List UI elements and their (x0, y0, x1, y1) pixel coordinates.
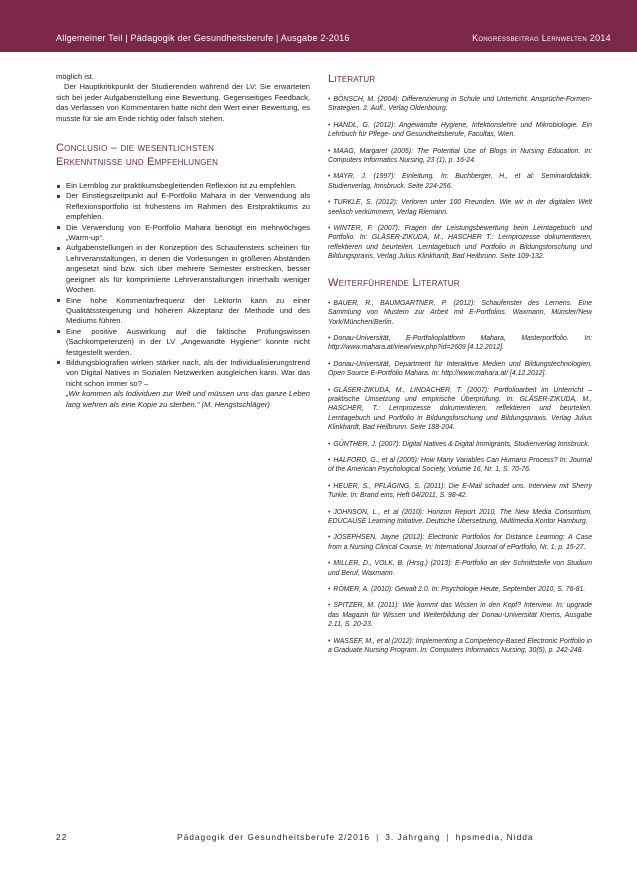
reference-item (328, 334, 592, 353)
bullet-icon: • (328, 482, 331, 490)
reference-text: TURKLE, S. (2012): Verloren unter 100 Freunden. Wie wir in der digitalen Welt seelisch verkümmern, Verlag Riemann. (328, 199, 592, 216)
bullet-icon: • (328, 121, 331, 129)
reference-item (328, 386, 592, 433)
reference-item (328, 637, 592, 656)
conclusio-list (56, 181, 310, 389)
bullet-icon: • (328, 334, 331, 342)
bullet-icon: • (328, 147, 331, 155)
reference-text: Donau-Universität, E-Portfolioplattform Mahara, Masterportfolio. In: http://www.mahara.at/view/view.php?id=2609 [4.12.2012]. (328, 334, 592, 352)
reference-text: Donau-Universität, Department für Interaktive Medien und Bildungstechnologien, Open Source E-Portfolio Mahara. In: http://www.mahara.at/ [4.12.2012]. (328, 360, 592, 378)
footer-journal: Pädagogik der Gesundheitsberufe 2/2016 (177, 832, 371, 842)
bullet-icon: • (328, 96, 331, 103)
list-item: Die Verwendung von E-Portfolio Mahara benötigt ein mehrwöchiges „Warm-up“. (56, 223, 310, 244)
list-item: Aufgabenstellungen in der Konzeption des Schaufensters scheinen für Lehrveranstaltungen, in denen die Vorlesungen in größeren Abständen angesetzt sind bzw. sich über mehrere Semester erstrecken, besser geeignet als für komprimierte Lehrveranstaltungen innerhalb weniger Wochen. (56, 243, 310, 295)
reference-item (328, 147, 592, 166)
footer-publisher: hpsmedia, Nidda (455, 832, 534, 842)
reference-item (328, 533, 592, 552)
reference-text: BÖNSCH, M. (2004): Differenzierung in Schule und Unterricht. Ansprüche-Formen-Strategien. 2. Aufl., Verlag Oldenbourg. (328, 96, 592, 113)
reference-item (328, 482, 592, 501)
reference-item (328, 440, 592, 449)
intro-paragraph-1: möglich ist. (56, 72, 94, 81)
conclusio-heading-line-1: Conclusio – die wesentlichsten (56, 142, 215, 155)
reference-text: WINTER, F. (2007): Fragen der Leistungsbewertung beim Lerntagebuch und Portfolio. In: GLÄSER-ZIKUDA, M., HASCHER T.: Lernprozesse dokumentieren, reflektieren und beurteilen. Lerntagebuch und Portfolio in Bildungsforschung und Bildungspraxis. Verlag Julius Klinkhardt, Bad Heilbrunn. Seite 109-132. (328, 225, 592, 261)
footer-volume: 3. Jahrgang (385, 832, 441, 842)
weiterfuehrende-literatur-list (328, 299, 592, 656)
bullet-icon: • (328, 360, 331, 368)
bullet-icon: • (328, 225, 331, 233)
reference-text: MILLER, D., VOLK, B. (Hrsg.) (2013): E-Portfolio an der Schnittstelle von Studium und Beruf, Waxmann. (328, 560, 592, 577)
reference-item (328, 559, 592, 578)
bullet-icon: • (328, 508, 331, 516)
list-item: Bildungsbiografien wirken stärker nach, als der Individualisierungstrend von Digital Natives in Sozialen Netzwerken ausgleichen kann. War das nicht schon immer so? – (56, 358, 310, 389)
reference-text: RÖMER, A. (2010): Gewalt 2.0. In: Psychologie Heute, September 2010, S. 76-81. (333, 586, 586, 594)
literatur-heading: Literatur (328, 73, 376, 85)
list-item: Ein Lernblog zur praktikumsbegleitenden Reflexion ist zu empfehlen. (56, 181, 310, 191)
bullet-icon: • (328, 199, 331, 207)
reference-text: GLÄSER-ZIKUDA, M., LINDACHER, T. (2007): Portfolioarbeit im Unterricht – praktische Umsetzung und empirische Überprüfung. In: GLÄSER-ZIKUDA, M., HASCHER, T.: Lernprozesse dokumentieren, reflektieren und beurteilen. Lerntagebuch und Portfolio in Bildungsforschung und Bildungspraxis. Verlag Julius Klinkhardt, Bad Heilbrunn. Seite 188-204. (328, 386, 592, 432)
bullet-icon: • (328, 173, 331, 181)
reference-item (328, 601, 592, 629)
bullet-icon: • (328, 386, 331, 394)
reference-item (328, 121, 592, 140)
header-issue-info: Allgemeiner Teil | Pädagogik der Gesundheitsberufe | Ausgabe 2-2016 (56, 33, 350, 43)
reference-item (328, 172, 592, 191)
reference-text: WASSEF, M., et al (2012): Implementing a Competency-Based Electronic Portfolio in a Graduate Nursing Program. In: Computers Informatics Nursing, 30(5), p. 242-248. (328, 637, 592, 655)
page-number: 22 (56, 832, 68, 842)
literatur-list (328, 95, 592, 262)
reference-text: BAUER, R., BAUMGARTNER, P. (2012): Schaufenster des Lernens. Eine Sammlung von Mustern zur Arbeit mit E-Portfolios. Waxmann, Münster/New York/München/Berlin. (328, 299, 592, 326)
reference-item (328, 585, 592, 594)
list-item: Der Einstiegszeitpunkt auf E-Portfolio Mahara in der Verwendung als Reflexionsportfolio ist frühestens im Rahmen des Erstpraktikums zu empfehlen. (56, 191, 310, 222)
right-column (328, 72, 592, 662)
reference-text: SPITZER, M. (2011): Wie kommt das Wissen in den Kopf? Interview. In: upgrade das Magazin für Wissen und Weiterbildung der Donau-Universität Krems, Ausgabe 2.11, S. 20-23. (328, 602, 592, 629)
reference-text: GÜNTHER, J. (2007): Digital Natives & Digital Immigrants, Studienverlag Innsbruck. (333, 440, 590, 448)
reference-text: HEUER, S., PFLÄGING, S. (2011): Die E-Mail schadet uns. Interview mit Sherry Turkle. In: Brand eins, Heft 04/2011, S. 98-42. (328, 482, 592, 500)
bullet-icon: • (328, 440, 331, 448)
reference-text: HANDL, G. (2012): Angewandte Hygiene, Infektionslehre und Mikrobiologie. Ein Lehrbuch für Pflege- und Gesundheitsberufe, Facultas, Wien. (328, 121, 592, 139)
reference-text: JOSEPHSEN, Jayne (2012): Electronic Portfolios for Distance Learning: A Case from a Nursing Clinical Course. In: International Journal of ePortfolio, Nr. 1, p. 15-27. (328, 534, 592, 551)
footer-separator: | (376, 832, 380, 842)
header-section-label: Kongressbeitrag Lernwelten 2014 (472, 33, 611, 43)
bullet-icon: • (328, 456, 331, 464)
conclusio-heading-line-2: Erkenntnisse und Empfehlungen (56, 156, 219, 169)
reference-item (328, 224, 592, 262)
bullet-icon: • (328, 586, 331, 594)
reference-text: MAYR, J. (1997): Einleitung. In: Buchberger, H., et al: Seminardidaktik. Studienverlag, Innsbruck. Seite 224-256. (328, 173, 592, 190)
reference-text: MAAG, Margaret (2005): The Potential Use of Blogs in Nursing Education. In: Computers Informatics Nursing, 23 (1), p. 16-24. (328, 147, 592, 165)
intro-paragraph-2: Der Hauptkritikpunkt der Studierenden während der LV: Sie erwarteten sich bei jeder Aufgabenstellung eine Bewertung. Gegenseitiges Feedback, das Verfassen von Kommentaren hatte nicht den Wert einer Bewertung, es musste für sie am Ende richtig oder falsch stehen. (56, 82, 310, 123)
left-column (56, 72, 310, 410)
bullet-icon: • (328, 534, 331, 542)
bullet-icon: • (328, 637, 331, 645)
reference-item (328, 198, 592, 217)
reference-item (328, 299, 592, 327)
list-item: Eine hohe Kommentarfrequenz der LektorIn kann zu einer Qualitätssteigerung und höheren Akzeptanz der Methode und des Mediums führen. (56, 296, 310, 327)
closing-quote: „Wir kommen als Individuen zur Welt und müssen uns das ganze Leben lang wehren als eine Kopie zu sterben.“ (M. Hengstschläger) (66, 389, 310, 409)
bullet-icon: • (328, 602, 331, 610)
bullet-icon: • (328, 560, 331, 568)
bullet-icon: • (328, 299, 331, 307)
reference-item (328, 360, 592, 379)
reference-item (328, 456, 592, 475)
weiterfuehrende-literatur-heading: Weiterführende Literatur (328, 276, 460, 289)
footer-journal-info (177, 832, 534, 842)
reference-text: JOHNSON, L., et al (2010): Horizon Report 2010, The New Media Consortium, EDUCAUSE Learning Initiative, Deutsche Übersetzung, Multimedia Kontor Hamburg. (328, 508, 592, 525)
page-header (0, 0, 637, 52)
footer-separator: | (446, 832, 450, 842)
reference-item (328, 95, 592, 114)
list-item: Eine positive Auswirkung auf die faktische Prüfungswissen (Sachkompetenzen) in der LV „Angewandte Hygiene“ konnte nicht festgestellt werden. (56, 327, 310, 358)
reference-item (328, 508, 592, 527)
conclusio-heading (56, 141, 310, 169)
reference-text: HALFORD, G., et al (2005): How Many Variables Can Humans Process? In: Journal of the American Psychological Society, Volume 16, Nr. 1, S. 70-76. (328, 456, 592, 474)
